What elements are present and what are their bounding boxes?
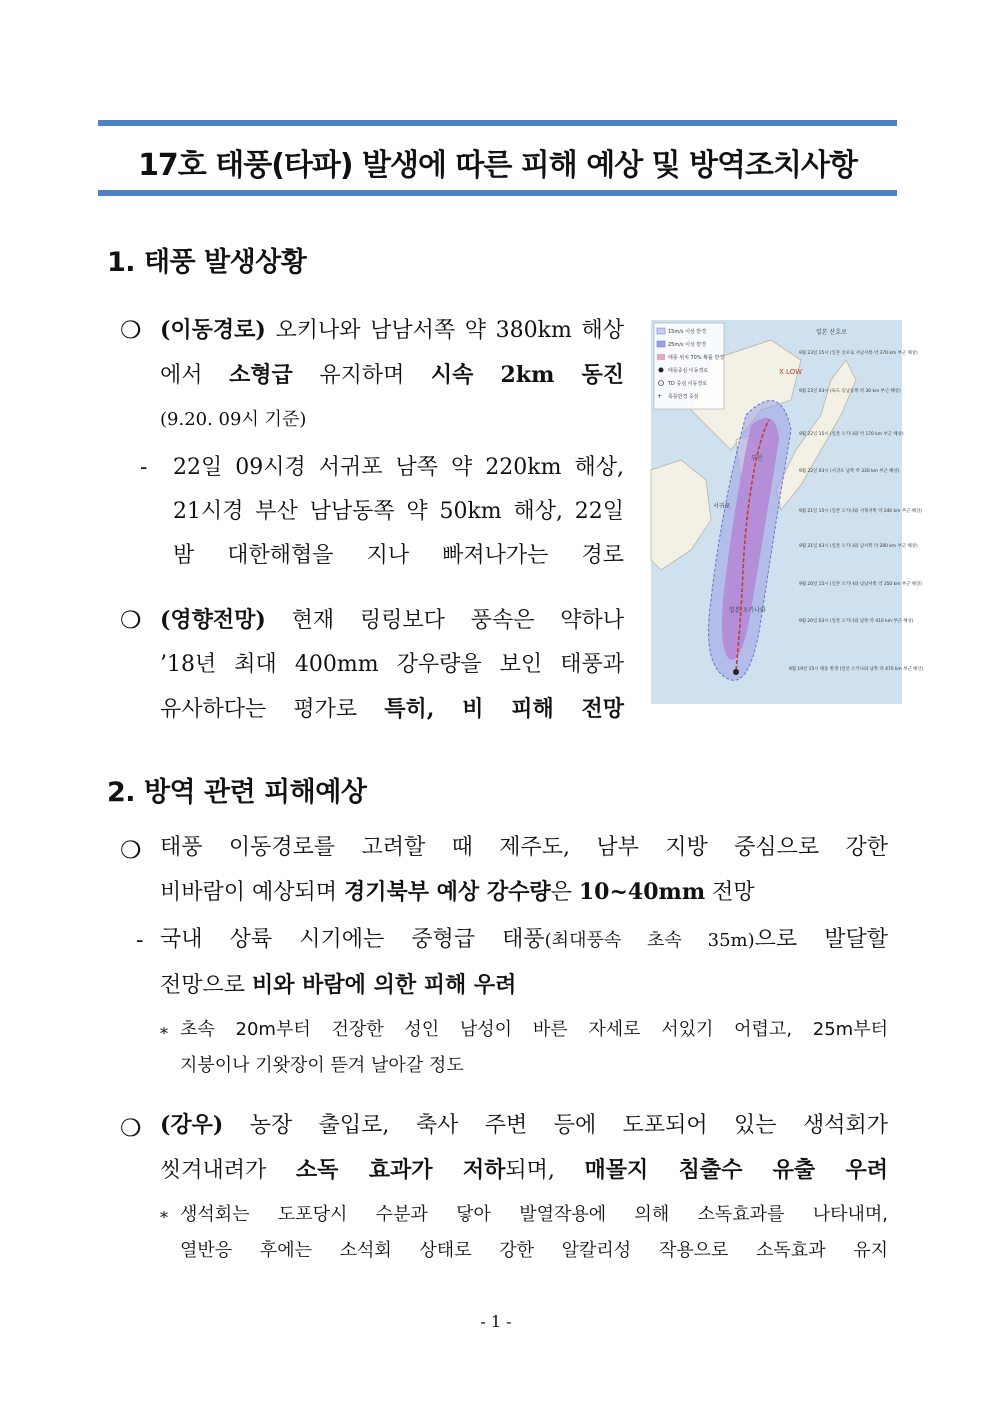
item1-line1: 오키나와 남남서쪽 약 380km 해상: [275, 318, 624, 343]
map-annotation: 9월 20일 03시 (일본 오키나와 남쪽 약 410 km 부근 해상): [799, 619, 914, 624]
map-label-xlow: X LOW: [779, 368, 803, 376]
item2-line1: 현재 링링보다 풍속은 약하나: [291, 608, 624, 633]
section2-item1-bullet: ❍: [120, 836, 142, 864]
map-annotation: 9월 21일 15시 (일본 오키나와 서북서쪽 약 240 km 부근 해상): [799, 509, 922, 514]
item2-line2: ’18년 최대 400mm 강우량을 보인 태풍과: [160, 652, 624, 677]
section2-sub1-dash: -: [136, 928, 144, 953]
section2-note1-star: *: [160, 1024, 168, 1043]
s2-item1-line2-post: 전망: [712, 880, 755, 905]
section1-item1-bullet: ❍: [120, 316, 142, 344]
sub1-line1: 22일 09시경 서귀포 남쪽 약 220km 해상,: [173, 455, 624, 480]
s2-item1-line1: 태풍 이동경로를 고려할 때 제주도, 남부 지방 중심으로 강한: [160, 835, 888, 860]
svg-text:+: +: [657, 393, 663, 400]
item2-line3-bold: 특히, 비 피해 전망: [384, 696, 624, 722]
s2-sub1-line1-small: (최대풍속 초속 35m): [544, 930, 755, 951]
section2-sub1: [160, 918, 888, 1008]
s2-item2-line2-pre: 씻겨내려가: [160, 1158, 267, 1183]
section1-item2-bullet: ❍: [120, 606, 142, 634]
s2-item2-lead: (강우): [160, 1112, 224, 1138]
s2-note2-line1: 생석회는 도포당시 수분과 닿아 발열작용에 의해 소독효과를 나타내며,: [180, 1204, 888, 1225]
map-label-seogwipo: 서귀포: [713, 503, 731, 510]
map-annotation: 9월 23일 03시 (독도 동남동쪽 약 30 km 부근 해상): [799, 389, 901, 394]
section2-item2-bullet: ❍: [120, 1114, 142, 1142]
section2-item2: [160, 1103, 888, 1193]
map-legend-item: 폭풍반경 중심: [668, 394, 699, 400]
s2-item2-line2-bold2: 매몰지 침출수 유출 우려: [584, 1157, 888, 1183]
map-legend-item: 태풍중심 이동경로: [668, 368, 709, 374]
map-label-okinawa: 일본 오키나와: [729, 607, 766, 614]
s2-item1-line2-bold2: 10~40mm: [578, 879, 706, 905]
title-top-rule: [98, 120, 897, 126]
item1-line2-bold1: 소형급: [229, 362, 293, 388]
section2-item1: [160, 826, 888, 915]
map-annotation: 9월 23일 15시 (일본 삿포로 서남서쪽 약 370 km 부근 해상): [799, 351, 918, 356]
section2-note1: [180, 1012, 888, 1084]
page-number: - 1 -: [480, 1312, 512, 1331]
map-legend-item: 15m/s 이상 반경: [668, 329, 707, 335]
section2-note2-star: *: [160, 1208, 168, 1227]
s2-note2-line2: 열반응 후에는 소석회 상태로 강한 알칼리성 작용으로 소독효과 유지: [180, 1240, 888, 1261]
sub1-line2: 21시경 부산 남남동쪽 약 50km 해상, 22일: [173, 499, 624, 524]
map-track-start: [733, 669, 739, 675]
s2-sub1-line2-bold: 비와 바람에 의한 피해 우려: [252, 972, 517, 998]
item1-line3: (9.20. 09시 기준): [160, 409, 307, 430]
map-annotation: 9월 22일 03시 (서귀포 남쪽 약 330 km 부근 해상): [799, 469, 900, 474]
s2-item1-line2-pre: 비바람이 예상되며: [160, 880, 338, 905]
map-annotation: 9월 22일 15시 (일본 오키나와 약 170 km 부근 해상): [799, 432, 904, 437]
s2-sub1-line1-post: 으로 발달할: [754, 927, 889, 952]
s2-item2-line2-mid: 되며,: [505, 1158, 555, 1183]
map-legend-item: 태풍 위치 70% 확률 반경: [668, 355, 725, 361]
item2-line3-pre: 유사하다는 평가로: [160, 697, 358, 722]
item1-line2-mid: 유지하며: [319, 363, 405, 388]
page-title: 17호 태풍(타파) 발생에 따른 피해 예상 및 방역조치사항: [138, 148, 857, 183]
section1-item2: [160, 598, 624, 732]
s2-note1-line1: 초속 20m부터 건장한 성인 남성이 바른 자세로 서있기 어렵고, 25m부터: [180, 1019, 888, 1040]
s2-note1-line2: 지붕이나 기왓장이 뜯겨 날아갈 정도: [180, 1055, 464, 1076]
title-bottom-rule: [98, 190, 897, 196]
s2-item2-line1: 농장 출입로, 축사 주변 등에 도포되어 있는 생석회가: [249, 1113, 888, 1138]
section1-item1: [160, 308, 624, 442]
section1-sub1-dash: -: [140, 455, 148, 480]
map-label-busan: 부산: [751, 455, 763, 462]
map-annotation: 9월 19일 15시 태풍 발생 (일본 오키나와 남쪽 약 470 km 부근 해상): [789, 667, 924, 672]
s2-item1-line2-bold1: 경기북부 예상 강수량: [344, 879, 551, 905]
item1-lead: (이동경로): [160, 317, 266, 343]
s2-sub1-line2-pre: 전망으로: [160, 973, 246, 998]
s2-sub1-line1-pre: 국내 상륙 시기에는 중형급 태풍: [160, 927, 545, 952]
sub1-line3: 밤 대한해협을 지나 빠져나가는 경로: [173, 543, 624, 568]
typhoon-track-map: [651, 320, 924, 704]
map-legend-item: TD 중심 이동경로: [668, 381, 708, 387]
map-annotation: 9월 21일 03시 (일본 오키나와 남서쪽 약 280 km 부근 해상): [799, 544, 918, 549]
section2-heading: 2. 방역 관련 피해예상: [107, 777, 367, 808]
item1-line2-pre: 에서: [160, 363, 203, 388]
section2-note2: [180, 1197, 888, 1269]
item1-line2-bold2: 시속 2km 동진: [430, 362, 625, 388]
map-legend-item: 25m/s 이상 반경: [668, 342, 707, 348]
item2-lead: (영향전망): [160, 607, 266, 633]
s2-item1-line2-mid: 은: [550, 880, 572, 905]
section1-heading: 1. 태풍 발생상황: [107, 247, 307, 278]
section1-sub1: [173, 446, 624, 578]
title-box: [98, 120, 897, 196]
map-label-japan-top: 일본 산호로: [816, 329, 847, 336]
map-annotation: 9월 20일 15시 (일본 오키나와 남남서쪽 약 350 km 부근 해상): [799, 582, 922, 587]
s2-item2-line2-bold1: 소독 효과가 저하: [295, 1157, 506, 1183]
